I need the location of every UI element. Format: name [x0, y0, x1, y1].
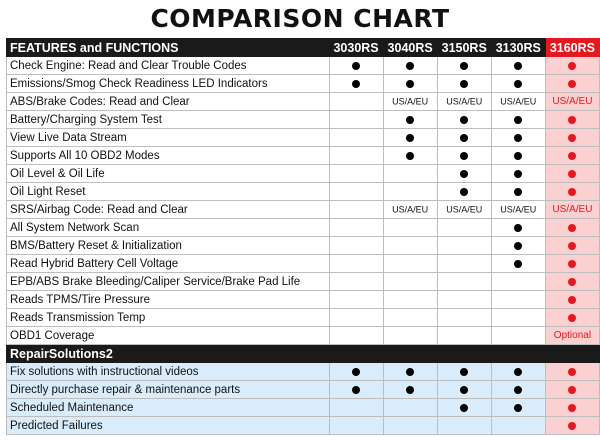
feature-cell	[383, 255, 437, 273]
feature-cell	[437, 381, 491, 399]
feature-cell	[545, 165, 599, 183]
comparison-table	[6, 38, 600, 435]
table-row	[7, 111, 600, 129]
feature-label: Oil Light Reset	[7, 183, 330, 201]
supported-dot-icon	[568, 260, 576, 268]
supported-dot-icon	[406, 152, 414, 160]
feature-cell	[383, 93, 437, 111]
supported-dot-icon	[568, 296, 576, 304]
supported-dot-icon	[514, 116, 522, 124]
feature-cell	[437, 291, 491, 309]
feature-cell	[383, 309, 437, 327]
feature-cell	[545, 237, 599, 255]
section-title: RepairSolutions2	[7, 345, 600, 363]
supported-dot-icon	[460, 80, 468, 88]
feature-cell	[491, 129, 545, 147]
supported-dot-icon	[568, 188, 576, 196]
supported-dot-icon	[568, 80, 576, 88]
supported-dot-icon	[406, 386, 414, 394]
feature-cell	[491, 309, 545, 327]
feature-cell	[437, 399, 491, 417]
feature-cell	[329, 75, 383, 93]
supported-dot-icon	[568, 134, 576, 142]
model-header-3150rs: 3150RS	[437, 39, 491, 57]
feature-label: Supports All 10 OBD2 Modes	[7, 147, 330, 165]
feature-cell	[383, 57, 437, 75]
header-row	[7, 39, 600, 57]
supported-dot-icon	[514, 404, 522, 412]
supported-dot-icon	[568, 170, 576, 178]
feature-cell	[545, 183, 599, 201]
table-row	[7, 183, 600, 201]
feature-cell	[437, 363, 491, 381]
supported-dot-icon	[352, 386, 360, 394]
feature-cell	[383, 291, 437, 309]
feature-cell	[491, 201, 545, 219]
features-header: FEATURES and FUNCTIONS	[7, 39, 330, 57]
table-row	[7, 75, 600, 93]
supported-dot-icon	[568, 152, 576, 160]
feature-cell	[545, 111, 599, 129]
feature-cell	[383, 147, 437, 165]
feature-cell	[545, 291, 599, 309]
feature-label: Scheduled Maintenance	[7, 399, 330, 417]
feature-cell	[383, 219, 437, 237]
supported-dot-icon	[406, 80, 414, 88]
feature-label: Directly purchase repair & maintenance parts	[7, 381, 330, 399]
supported-dot-icon	[568, 368, 576, 376]
coverage-text: US/A/EU	[552, 96, 593, 108]
supported-dot-icon	[406, 368, 414, 376]
supported-dot-icon	[460, 62, 468, 70]
feature-cell	[545, 417, 599, 435]
feature-cell	[491, 381, 545, 399]
table-row	[7, 219, 600, 237]
feature-cell	[545, 57, 599, 75]
supported-dot-icon	[568, 386, 576, 394]
feature-cell	[437, 183, 491, 201]
supported-dot-icon	[514, 368, 522, 376]
feature-cell	[545, 381, 599, 399]
feature-label: OBD1 Coverage	[7, 327, 330, 345]
feature-cell	[437, 327, 491, 345]
supported-dot-icon	[568, 314, 576, 322]
section-header-row	[7, 345, 600, 363]
feature-cell	[383, 129, 437, 147]
supported-dot-icon	[514, 80, 522, 88]
feature-cell	[545, 399, 599, 417]
feature-cell	[545, 273, 599, 291]
feature-cell	[383, 165, 437, 183]
supported-dot-icon	[514, 134, 522, 142]
feature-cell	[437, 147, 491, 165]
supported-dot-icon	[352, 62, 360, 70]
feature-cell	[329, 57, 383, 75]
feature-cell	[383, 363, 437, 381]
feature-cell	[329, 147, 383, 165]
feature-label: Predicted Failures	[7, 417, 330, 435]
feature-cell	[491, 147, 545, 165]
feature-cell	[545, 201, 599, 219]
feature-label: SRS/Airbag Code: Read and Clear	[7, 201, 330, 219]
supported-dot-icon	[352, 368, 360, 376]
feature-cell	[545, 309, 599, 327]
feature-cell	[383, 75, 437, 93]
feature-label: View Live Data Stream	[7, 129, 330, 147]
feature-cell	[329, 219, 383, 237]
coverage-text: Optional	[553, 330, 592, 342]
feature-cell	[329, 201, 383, 219]
model-header-3030rs: 3030RS	[329, 39, 383, 57]
supported-dot-icon	[514, 386, 522, 394]
feature-label: Read Hybrid Battery Cell Voltage	[7, 255, 330, 273]
feature-cell	[437, 309, 491, 327]
feature-cell	[329, 111, 383, 129]
coverage-text: US/A/EU	[500, 96, 537, 107]
supported-dot-icon	[568, 242, 576, 250]
supported-dot-icon	[568, 224, 576, 232]
feature-cell	[491, 183, 545, 201]
feature-cell	[491, 399, 545, 417]
feature-cell	[491, 327, 545, 345]
feature-cell	[383, 237, 437, 255]
supported-dot-icon	[406, 134, 414, 142]
table-row	[7, 363, 600, 381]
feature-cell	[491, 165, 545, 183]
chart-title: COMPARISON CHART	[150, 4, 450, 33]
feature-label: EPB/ABS Brake Bleeding/Caliper Service/Brake Pad Life	[7, 273, 330, 291]
feature-cell	[329, 381, 383, 399]
feature-cell	[383, 399, 437, 417]
model-header-3130rs: 3130RS	[491, 39, 545, 57]
feature-cell	[437, 255, 491, 273]
feature-cell	[545, 93, 599, 111]
supported-dot-icon	[460, 170, 468, 178]
feature-cell	[491, 219, 545, 237]
feature-cell	[437, 129, 491, 147]
feature-label: Reads Transmission Temp	[7, 309, 330, 327]
table-row	[7, 291, 600, 309]
feature-cell	[329, 183, 383, 201]
feature-cell	[437, 273, 491, 291]
table-row	[7, 399, 600, 417]
feature-cell	[329, 399, 383, 417]
feature-cell	[491, 273, 545, 291]
coverage-text: US/A/EU	[446, 204, 483, 215]
supported-dot-icon	[514, 224, 522, 232]
feature-cell	[329, 129, 383, 147]
feature-cell	[383, 327, 437, 345]
supported-dot-icon	[568, 404, 576, 412]
supported-dot-icon	[460, 368, 468, 376]
table-row	[7, 93, 600, 111]
feature-label: Reads TPMS/Tire Pressure	[7, 291, 330, 309]
model-header-3040rs: 3040RS	[383, 39, 437, 57]
feature-label: BMS/Battery Reset & Initialization	[7, 237, 330, 255]
feature-cell	[329, 363, 383, 381]
table-row	[7, 255, 600, 273]
table-row	[7, 417, 600, 435]
table-row	[7, 273, 600, 291]
feature-cell	[491, 363, 545, 381]
feature-cell	[437, 93, 491, 111]
feature-cell	[491, 291, 545, 309]
feature-cell	[329, 273, 383, 291]
feature-cell	[383, 381, 437, 399]
feature-label: Fix solutions with instructional videos	[7, 363, 330, 381]
features-body	[7, 57, 600, 345]
feature-cell	[545, 363, 599, 381]
feature-cell	[383, 417, 437, 435]
supported-dot-icon	[406, 62, 414, 70]
feature-cell	[329, 237, 383, 255]
feature-cell	[383, 273, 437, 291]
table-row	[7, 147, 600, 165]
feature-label: Battery/Charging System Test	[7, 111, 330, 129]
supported-dot-icon	[460, 188, 468, 196]
supported-dot-icon	[406, 116, 414, 124]
feature-cell	[437, 219, 491, 237]
coverage-text: US/A/EU	[500, 204, 537, 215]
feature-cell	[545, 129, 599, 147]
feature-cell	[383, 201, 437, 219]
feature-cell	[329, 165, 383, 183]
feature-label: Emissions/Smog Check Readiness LED Indicators	[7, 75, 330, 93]
feature-cell	[329, 309, 383, 327]
feature-label: Oil Level & Oil Life	[7, 165, 330, 183]
table-row	[7, 201, 600, 219]
feature-cell	[329, 417, 383, 435]
table-row	[7, 309, 600, 327]
supported-dot-icon	[514, 152, 522, 160]
feature-cell	[491, 111, 545, 129]
feature-cell	[545, 327, 599, 345]
feature-cell	[545, 219, 599, 237]
repairsolutions-body	[7, 345, 600, 435]
table-row	[7, 381, 600, 399]
feature-cell	[329, 291, 383, 309]
feature-cell	[437, 201, 491, 219]
supported-dot-icon	[460, 386, 468, 394]
model-header-3160rs: 3160RS	[545, 39, 599, 57]
feature-cell	[329, 327, 383, 345]
feature-cell	[545, 75, 599, 93]
supported-dot-icon	[460, 134, 468, 142]
feature-cell	[437, 237, 491, 255]
feature-label: Check Engine: Read and Clear Trouble Codes	[7, 57, 330, 75]
feature-cell	[437, 111, 491, 129]
feature-cell	[437, 75, 491, 93]
feature-label: ABS/Brake Codes: Read and Clear	[7, 93, 330, 111]
feature-label: All System Network Scan	[7, 219, 330, 237]
feature-cell	[329, 255, 383, 273]
supported-dot-icon	[514, 242, 522, 250]
table-row	[7, 327, 600, 345]
supported-dot-icon	[568, 116, 576, 124]
feature-cell	[545, 147, 599, 165]
coverage-text: US/A/EU	[392, 96, 429, 107]
feature-cell	[437, 165, 491, 183]
supported-dot-icon	[514, 260, 522, 268]
supported-dot-icon	[460, 116, 468, 124]
table-row	[7, 129, 600, 147]
feature-cell	[545, 255, 599, 273]
supported-dot-icon	[514, 170, 522, 178]
feature-cell	[329, 93, 383, 111]
feature-cell	[491, 417, 545, 435]
table-row	[7, 237, 600, 255]
supported-dot-icon	[460, 404, 468, 412]
supported-dot-icon	[514, 62, 522, 70]
feature-cell	[437, 417, 491, 435]
supported-dot-icon	[352, 80, 360, 88]
feature-cell	[437, 57, 491, 75]
feature-cell	[491, 75, 545, 93]
feature-cell	[491, 57, 545, 75]
feature-cell	[383, 111, 437, 129]
feature-cell	[383, 183, 437, 201]
coverage-text: US/A/EU	[552, 204, 593, 216]
table-row	[7, 57, 600, 75]
supported-dot-icon	[514, 188, 522, 196]
supported-dot-icon	[568, 62, 576, 70]
coverage-text: US/A/EU	[446, 96, 483, 107]
feature-cell	[491, 237, 545, 255]
supported-dot-icon	[460, 152, 468, 160]
feature-cell	[491, 93, 545, 111]
coverage-text: US/A/EU	[392, 204, 429, 215]
supported-dot-icon	[568, 422, 576, 430]
supported-dot-icon	[568, 278, 576, 286]
table-row	[7, 165, 600, 183]
feature-cell	[491, 255, 545, 273]
